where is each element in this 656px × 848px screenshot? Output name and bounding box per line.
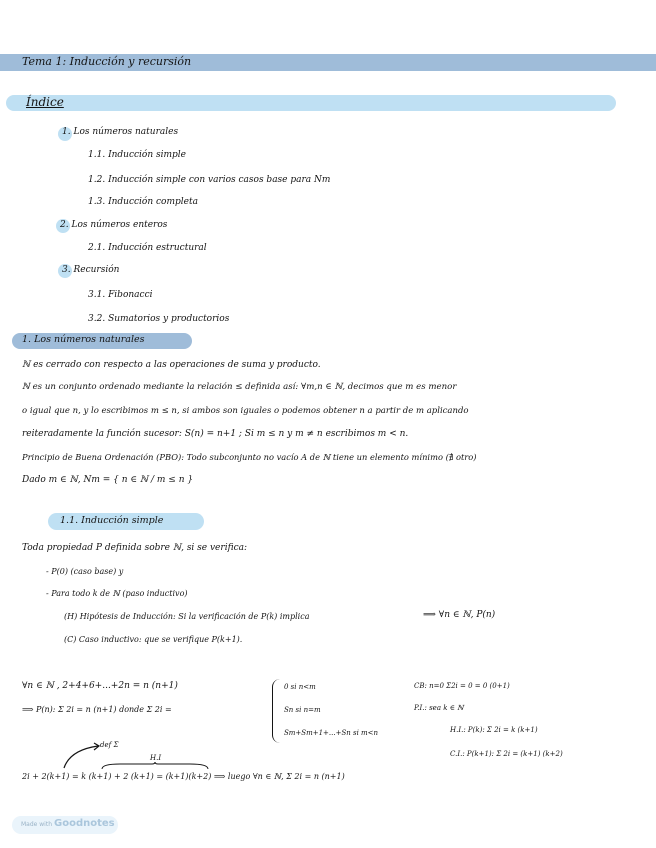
toc-num: 1. — [62, 127, 71, 137]
toc-item-2[interactable] — [60, 220, 167, 230]
toc-label: Inducción simple con varios casos base para Nm — [108, 175, 331, 185]
section-heading: 1. Los números naturales — [22, 334, 145, 345]
toc-num: 3. — [62, 265, 71, 275]
toc-item-3-1[interactable] — [88, 290, 153, 300]
index-heading: Índice — [26, 95, 64, 109]
case-3: Sm+Sm+1+...+Sn si m<n — [284, 729, 379, 737]
toc-item-2-1[interactable] — [88, 243, 207, 253]
index-band — [6, 95, 616, 111]
body-line-1: ℕ es cerrado con respecto a las operaciones de suma y producto. — [22, 360, 321, 370]
body-line-4: reiteradamente la función sucesor: S(n) = n+1 ; Si m ≤ n y m ≠ n escribimos m < n. — [22, 429, 409, 439]
body-line-6: Dado m ∈ ℕ, Nm = { n ∈ ℕ / m ≤ n } — [22, 475, 194, 485]
subsection-band — [48, 513, 204, 530]
toc-num: 1.3. — [88, 197, 106, 207]
body-line-2: ℕ es un conjunto ordenado mediante la relación ≤ definida así: ∀m,n ∈ ℕ, decimos que m es menor — [22, 382, 457, 392]
definition-label: def Σ — [100, 741, 119, 749]
toc-item-1[interactable] — [62, 127, 178, 137]
condition-base: - P(0) (caso base) y — [46, 567, 124, 576]
subsection-intro: Toda propiedad P definida sobre ℕ, si se verifica: — [22, 543, 248, 553]
toc-label: Fibonacci — [108, 290, 153, 300]
toc-label: Inducción simple — [108, 150, 187, 160]
example-statement: ∀n ∈ ℕ , 2+4+6+...+2n = n (n+1) — [22, 681, 178, 691]
final-derivation: 2i + 2(k+1) = k (k+1) + 2 (k+1) = (k+1)(k+2) ⟹ luego ∀n ∈ ℕ, Σ 2i = n (n+1) — [22, 772, 345, 781]
toc-num: 3.1. — [88, 290, 106, 300]
body-line-3: o igual que n, y lo escribimos m ≤ n, si ambos son iguales o podemos obtener n a partir de m aplicando — [22, 406, 469, 416]
goodnotes-badge — [12, 816, 118, 834]
example-property: ⟹ P(n): Σ 2i = n (n+1) donde Σ 2i = — [22, 705, 172, 714]
induction-conclusion: ⟹ ∀n ∈ ℕ, P(n) — [423, 610, 496, 620]
hypothesis-label: H.I — [150, 754, 162, 762]
toc-num: 1.2. — [88, 175, 106, 185]
inductive-case-note: C.I.: P(k+1): Σ 2i = (k+1) (k+2) — [450, 750, 563, 758]
toc-label: Inducción estructural — [108, 243, 207, 253]
hypothesis-note: H.I.: P(k): Σ 2i = k (k+1) — [450, 726, 538, 734]
toc-label: Los números enteros — [71, 220, 168, 230]
inductive-step-note: P.I.: sea k ∈ ℕ — [414, 704, 464, 712]
section-band — [12, 333, 192, 349]
toc-num: 3.2. — [88, 314, 106, 324]
toc-item-1-1[interactable] — [88, 150, 186, 160]
brand-logo: Goodnotes — [54, 818, 115, 829]
title-band — [0, 54, 656, 71]
cases-brace — [272, 679, 283, 743]
case-2: Sn si n=m — [284, 706, 321, 714]
toc-item-3[interactable] — [62, 265, 119, 275]
body-line-5: Principio de Buena Ordenación (PBO): Todo subconjunto no vacío A de ℕ tiene un elemento mínimo (∄ otro) — [22, 452, 477, 462]
toc-label: Sumatorios y productorios — [108, 314, 230, 324]
made-with-text: Made with — [21, 821, 52, 828]
subsection-heading: 1.1. Inducción simple — [60, 515, 164, 526]
hypothesis-brace-icon — [100, 762, 210, 770]
condition-step: - Para todo k de ℕ (paso inductivo) — [46, 589, 188, 598]
case-1: 0 si n<m — [284, 683, 316, 691]
inductive-case-line: (C) Caso inductivo: que se verifique P(k+1). — [64, 635, 243, 644]
page-title: Tema 1: Inducción y recursión — [22, 55, 192, 68]
toc-item-1-3[interactable] — [88, 197, 198, 207]
toc-num: 1.1. — [88, 150, 106, 160]
base-case-note: CB: n=0 Σ2i = 0 = 0 (0+1) — [414, 682, 510, 690]
toc-num: 2.1. — [88, 243, 106, 253]
toc-label: Los números naturales — [73, 127, 179, 137]
hypothesis-line: (H) Hipótesis de Inducción: Si la verificación de P(k) implica — [64, 612, 310, 621]
toc-label: Inducción completa — [108, 197, 198, 207]
toc-item-3-2[interactable] — [88, 314, 229, 324]
toc-num: 2. — [60, 220, 69, 230]
toc-label: Recursión — [73, 265, 120, 275]
toc-item-1-2[interactable] — [88, 175, 330, 185]
